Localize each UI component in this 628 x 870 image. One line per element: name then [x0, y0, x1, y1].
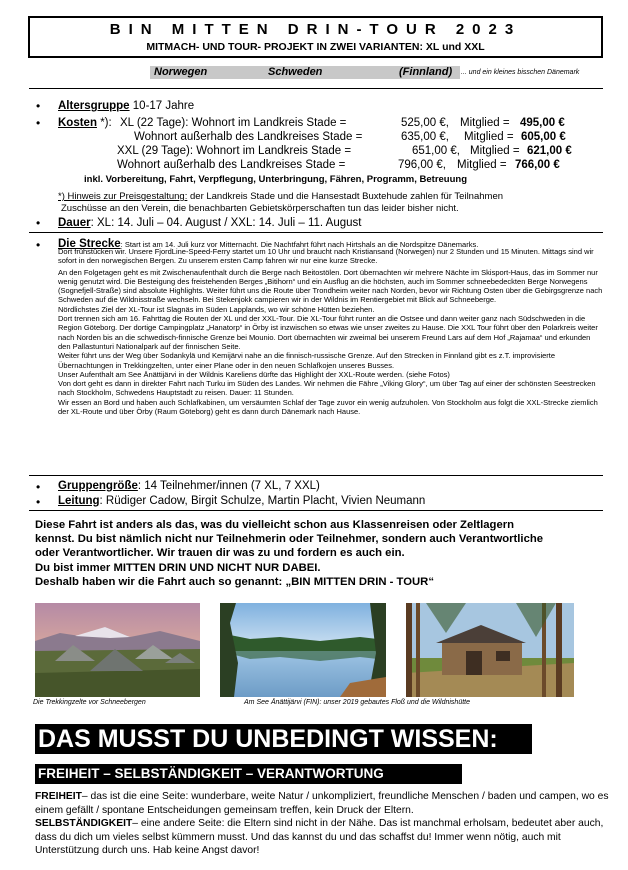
dauer: [58, 216, 361, 230]
leitung-value: : Rüdiger Cadow, Birgit Schulze, Martin Placht, Vivien Neumann: [99, 495, 426, 507]
bullet-leitung: •: [36, 495, 41, 509]
bullet-strecke: •: [36, 238, 41, 252]
country-schweden: Schweden: [268, 66, 323, 78]
wilderness-hut-image: [406, 603, 574, 697]
intro-line: kennst. Du bist nämlich nicht nur Teilnehmerin oder Teilnehmer, sondern auch Verantwortliche: [35, 533, 544, 546]
photo-wilderness-hut: [406, 603, 574, 697]
divider-strecke-top: [29, 232, 603, 233]
kosten-row-1-text: XL (22 Tage): Wohnort im Landkreis Stade =: [120, 117, 347, 129]
dauer-label: Dauer: [58, 217, 91, 229]
country-note: ... und ein kleines bisschen Dänemark: [461, 69, 580, 76]
must-subheading: FREIHEIT – SELBSTÄNDIGKEIT – VERANTWORTUNG: [35, 764, 462, 784]
altersgruppe: [58, 99, 194, 113]
caption-tents: Die Trekkingzelte vor Schneebergen: [33, 699, 146, 706]
strecke-paragraph: Dort trennen sich am 16. Fahrttag die Routen der XL und der XXL-Tour. Die XL-Tour führt runter an die Ostsee und dann weiter ganz nach Südschweden in die Region Göteborg. Der dortige Campingplatz „Hanatorp“ in Örby ist inzwischen so etwas wie unser zweites zu Hause. Die XXL Tour führt über den Polarkreis weiter nach Norden bis an die schwedisch-finnische Grenze bei Mounio. Dort übernachten wir zweimal bei unserem Freund Lars auf dem Hof „Rajamaa“ und erkunden den Pallastunturi Nationalpark auf der finnischen Seite.: [58, 314, 598, 351]
altersgruppe-value: 10-17 Jahre: [132, 100, 195, 112]
bullet-gruppengroesse: •: [36, 480, 41, 494]
kosten-row-3-member-price: 621,00 €: [527, 145, 572, 157]
kosten-row-1-member-price: 495,00 €: [520, 117, 565, 129]
trekking-tents-image: [35, 603, 200, 697]
country-norwegen: Norwegen: [154, 66, 208, 78]
kosten-row-1-member-label: Mitglied =: [460, 117, 510, 129]
kosten-row-2-text: Wohnort außerhalb des Landkreises Stade =: [134, 131, 363, 143]
must-body: [35, 790, 610, 858]
kosten-hint-text: der Landkreis Stade und die Hansestadt Buxtehude zahlen für Teilnahmen: [190, 191, 504, 202]
kosten-hint-line2: Zuschüsse an den Verein, die benachbarten Gebietskörperschaften tun das leider bisher nicht.: [61, 203, 459, 214]
gruppengroesse: [58, 479, 320, 493]
freiheit-paragraph: [35, 790, 610, 817]
divider-top: [29, 88, 603, 89]
strecke-label: Die Strecke: [58, 238, 121, 250]
kosten-row-4-text: Wohnort außerhalb des Landkreises Stade =: [117, 159, 346, 171]
bullet-dauer: •: [36, 216, 41, 230]
country-finnland: (Finnland): [399, 66, 453, 78]
kosten-row-2-member-label: Mitglied =: [464, 131, 514, 143]
bullet-kosten: •: [36, 116, 41, 130]
page-subtitle: MITMACH- UND TOUR- PROJEKT IN ZWEI VARIANTEN: XL und XXL: [146, 41, 485, 53]
bullet-altersgruppe: •: [36, 99, 41, 113]
divider-strecke-bottom: [29, 475, 603, 476]
intro-text: [35, 518, 610, 589]
strecke-paragraph: Dort frühstücken wir. Unsere FjordLine-Speed-Ferry startet um 10 Uhr und braucht nach Kristiansand (Norwegen) nur 2 Stunden und 15 Minuten. Mittags sind wir sofort in den norwegischen Bergen. Zu unserem ersten Camp fahren wir nur eine kurze Strecke.: [58, 247, 594, 266]
photo-trekking-tents: [35, 603, 200, 697]
caption-lake: Am See Änättijärvi (FIN): unser 2019 gebautes Floß und die Wildnishütte: [244, 699, 470, 706]
kosten-row-3-price: 651,00 €,: [412, 145, 460, 157]
kosten-row-2-member-price: 605,00 €: [521, 131, 566, 143]
kosten-hint-label: *) Hinweis zur Preisgestaltung:: [58, 191, 188, 202]
must-heading: DAS MUSST DU UNBEDINGT WISSEN:: [35, 724, 532, 754]
leitung-label: Leitung: [58, 495, 100, 507]
selbstaendigkeit-text: – eine andere Seite: die Eltern sind nicht in der Nähe. Das ist manchmal erholsam, bedeutet aber auch, dass du dich um vieles selbst kümmern musst. Und das kannst du und das schaffst du! Immer wenn nötig, auch mit Unterstützung durch uns. Hab keine Angst davor!: [35, 818, 604, 857]
title-box: [28, 16, 603, 58]
strecke-text: [58, 247, 603, 416]
intro-line: Du bist immer MITTEN DRIN UND NICHT NUR DABEI.: [35, 561, 321, 574]
strecke-paragraph: Weiter führt uns der Weg über Sodankylä und Kemijärvi nahe an die finnisch-russische Grenze. Auf den Strecken in Finnland gibt es z.T. improvisierte Übernachtungen in Trekkingzelten, unter einer Plane oder in den neuen Schlafkojen unseres Busses.: [58, 351, 556, 370]
kosten-inclusive: inkl. Vorbereitung, Fahrt, Verpflegung, Unterbringung, Fähren, Programm, Betreuung: [84, 174, 468, 185]
intro-line: Deshalb haben wir die Fahrt auch so genannt: „BIN MITTEN DRIN - TOUR“: [35, 575, 434, 588]
kosten-row-1-price: 525,00 €,: [401, 117, 449, 129]
kosten-row-3-member-label: Mitglied =: [470, 145, 520, 157]
kosten-row-4-price: 796,00 €,: [398, 159, 446, 171]
kosten-hint-line1: [58, 191, 503, 203]
page-title: BIN MITTEN DRIN-TOUR 2023: [109, 21, 522, 38]
selbstaendigkeit-label: SELBSTÄNDIGKEIT: [35, 818, 133, 830]
strecke-paragraph: Unser Aufenthalt am See Änättijärvi in der Wildnis Kareliens dürfte das Highlight der XXL-Route werden. (siehe Fotos): [58, 369, 450, 379]
freiheit-label: FREIHEIT: [35, 791, 82, 802]
strecke-paragraph: Wir essen an Bord und haben auch Schlafkabinen, um versäumten Schlaf der Tage zuvor ein wenig aufzuholen. Von Stockholm aus folgt die XXL-Strecke ziemlich der XL-Route und über Örby (Raum Göteborg) geht es dann durch Dänemark nach Hause.: [58, 397, 598, 417]
kosten-label: Kosten: [58, 117, 97, 129]
leitung: [58, 494, 425, 508]
strecke-paragraph: An den Folgetagen geht es mit Zwischenaufenthalt durch die Berge nach Beitostölen. Dort übernachten wir mehrere Nächte im Skisport-Haus, das im Sommer nur wenig genutzt wird. Die Besteigung des freistehenden Berges „Bitihorn“ und ein Ausflug an die höchsten, auch im Sommer schneebedeckten Berge Norwegens (Sognefjell-Straße) sind absolute Highlights. Weiter führt uns die Route über Trondheim weiter nach Norden, bevor wir Richtung Osten über die Gebirgsgrenze nach Schweden auf die Wildnisstraße wechseln. Bei Stekenjokk campieren wir in der Wildnis im Rentiergebiet mit Blick auf Schneeberge.: [58, 267, 603, 305]
gruppengroesse-value: : 14 Teilnehmer/innen (7 XL, 7 XXL): [137, 480, 320, 492]
kosten-row-2-price: 635,00 €,: [401, 131, 449, 143]
altersgruppe-label: Altersgruppe: [58, 100, 130, 112]
selbstaendigkeit-paragraph: [35, 817, 610, 858]
lake-image: [220, 603, 386, 697]
dauer-value: : XL: 14. Juli – 04. August / XXL: 14. Juli – 11. August: [90, 217, 362, 229]
divider-bottom: [29, 510, 603, 511]
kosten-row-3-text: XXL (29 Tage): Wohnort im Landkreis Stade =: [117, 145, 352, 157]
strecke-intro: : Start ist am 14. Juli kurz vor Mitternacht. Die Nachtfahrt führt nach Hirtshals an die Nordspitze Dänemarks.: [120, 240, 479, 249]
strecke-paragraph: Nördlichstes Ziel der XL-Tour ist Slagnäs im Süden Lapplands, wo wir schöne Hütten beziehen.: [58, 304, 375, 314]
strecke-paragraph: Von dort geht es dann in direkter Fahrt nach Turku im Süden des Landes. Wir nehmen die Fähre „Viking Glory“, um über Tag auf einer der schönsten Seestrecken nach Stockholm, Schwedens Hauptstadt zu reisen. Dauer: 11 Stunden.: [58, 379, 596, 398]
kosten-marker: *):: [100, 117, 112, 129]
kosten-heading: [58, 116, 112, 130]
kosten-row-4-member-price: 766,00 €: [515, 159, 560, 171]
gruppengroesse-label: Gruppengröße: [58, 480, 138, 492]
freiheit-text: – das ist die eine Seite: wunderbare, weite Natur / unkompliziert, freundliche Menschen / baden und campen, wo es einem gefällt / spontane Entscheidungen gemeinsam treffen, kein Druck der Eltern.: [35, 791, 609, 816]
intro-line: Diese Fahrt ist anders als das, was du vielleicht schon aus Klassenreisen oder Zeltlagern: [35, 519, 515, 531]
kosten-row-4-member-label: Mitglied =: [457, 159, 507, 171]
photo-lake: [220, 603, 386, 697]
intro-line: oder Verantwortlicher. Wir trauen dir was zu und fordern es auch ein.: [35, 547, 405, 560]
